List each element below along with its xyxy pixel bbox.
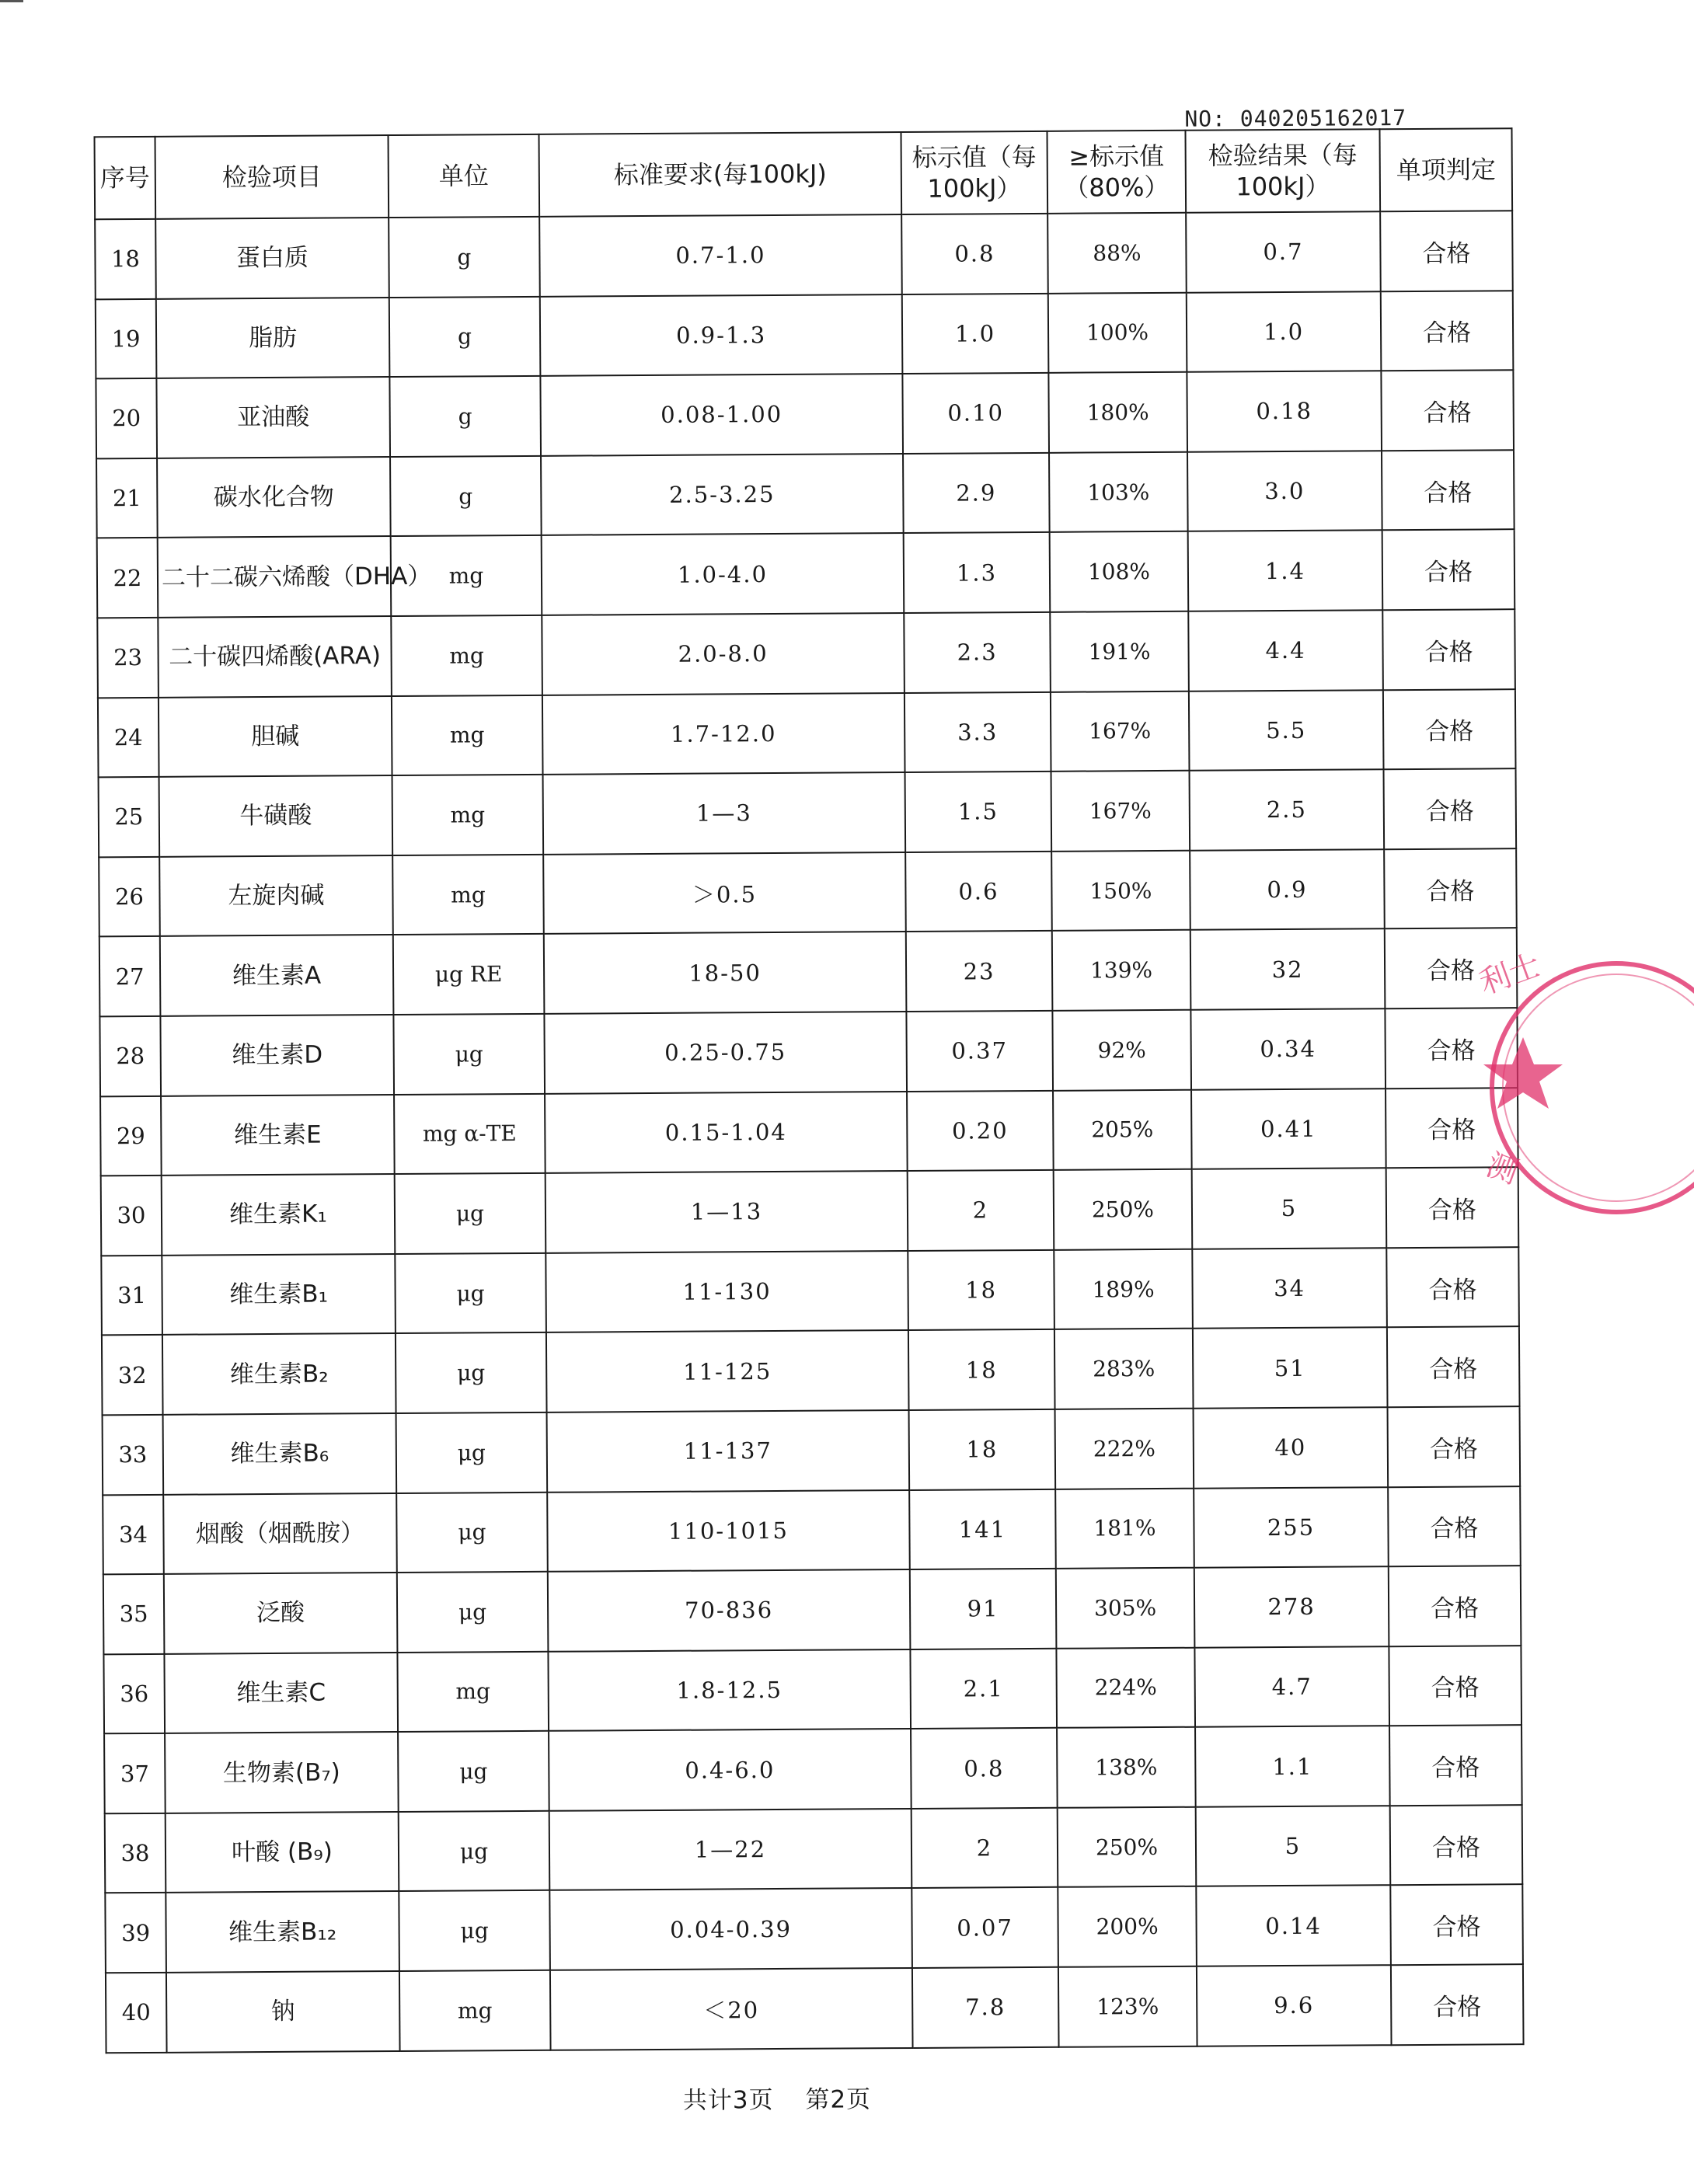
cell-standard: 0.15-1.04 [545, 1092, 908, 1173]
cell-standard: 1.8-12.5 [548, 1649, 911, 1731]
cell-item: 左旋肉碱 [159, 855, 393, 936]
cell-judgement: 合格 [1389, 1646, 1521, 1726]
cell-seq: 25 [99, 777, 160, 857]
cell-standard: ＞0.5 [543, 852, 906, 934]
cell-seq: 40 [106, 1973, 167, 2053]
cell-judgement: 合格 [1391, 1964, 1524, 2045]
cell-judgement: 合格 [1381, 370, 1514, 451]
seal-text-top: 利士 [1474, 946, 1546, 1002]
table-row [100, 1088, 1518, 1176]
cell-judgement: 合格 [1389, 1725, 1522, 1806]
cell-unit: g [389, 296, 541, 377]
cell-item: 蛋白质 [155, 218, 389, 298]
cell-item: 维生素B₁₂ [166, 1891, 399, 1972]
cell-result: 2.5 [1190, 769, 1385, 850]
cell-result: 1.4 [1188, 531, 1383, 611]
cell-result: 34 [1192, 1248, 1387, 1329]
table-row [103, 1646, 1521, 1734]
cell-result: 278 [1194, 1566, 1389, 1647]
cell-result: 0.14 [1196, 1886, 1391, 1966]
cell-unit: mg [392, 695, 543, 775]
cell-percent: 108% [1050, 531, 1189, 612]
cell-percent: 224% [1056, 1647, 1195, 1728]
cell-result: 3.0 [1187, 451, 1382, 531]
table-row [103, 1566, 1521, 1654]
cell-standard: 11-125 [546, 1330, 909, 1412]
cell-percent: 123% [1058, 1966, 1197, 2047]
cell-unit: g [390, 456, 542, 537]
table-row [96, 450, 1514, 538]
cell-judgement: 合格 [1388, 1486, 1521, 1567]
cell-seq: 21 [96, 458, 158, 538]
cell-result: 51 [1193, 1328, 1388, 1409]
cell-judgement: 合格 [1386, 1167, 1519, 1248]
cell-result: 255 [1194, 1487, 1389, 1568]
cell-seq: 33 [103, 1415, 164, 1495]
cell-percent: 150% [1051, 850, 1190, 931]
cell-unit: μg [398, 1731, 549, 1812]
cell-unit: μg [396, 1332, 547, 1413]
cell-item: 维生素B₂ [162, 1333, 396, 1414]
cell-item: 维生素A [160, 935, 394, 1015]
cell-judgement: 合格 [1384, 768, 1517, 849]
cell-label-value: 23 [906, 931, 1053, 1012]
table-row [96, 291, 1514, 379]
cell-label-value: 3.3 [905, 691, 1051, 772]
cell-result: 9.6 [1197, 1965, 1392, 2046]
cell-percent: 205% [1053, 1089, 1192, 1170]
cell-unit: mg [392, 775, 544, 855]
cell-result: 0.41 [1191, 1089, 1386, 1169]
cell-result: 4.7 [1194, 1646, 1389, 1727]
cell-percent: 305% [1056, 1568, 1195, 1649]
cell-unit: mg α-TE [394, 1093, 545, 1174]
cell-seq: 19 [96, 298, 157, 378]
cell-result: 4.4 [1188, 610, 1383, 691]
cell-standard: 18-50 [544, 932, 907, 1013]
cell-standard: 1—13 [545, 1171, 908, 1252]
cell-result: 5.5 [1189, 690, 1384, 771]
cell-item: 生物素(B₇) [165, 1732, 399, 1813]
cell-standard: 2.0-8.0 [542, 613, 905, 695]
cell-percent: 167% [1051, 691, 1190, 772]
cell-standard: 0.7-1.0 [539, 214, 902, 296]
cell-item: 亚油酸 [156, 377, 390, 458]
cell-percent: 181% [1055, 1488, 1194, 1569]
cell-standard: 0.08-1.00 [540, 374, 903, 455]
cell-seq: 24 [98, 697, 159, 777]
header-percent-label: ≥标示值（80%） [1047, 131, 1186, 214]
table-row [96, 370, 1514, 458]
cell-item: 二十二碳六烯酸（DHA） [158, 536, 392, 617]
cell-unit: μg [396, 1412, 548, 1493]
header-unit: 单位 [389, 134, 540, 218]
cell-label-value: 0.6 [905, 852, 1052, 932]
table-row [102, 1326, 1520, 1415]
cell-unit: g [389, 376, 541, 457]
cell-item: 二十碳四烯酸(ARA) [158, 616, 392, 697]
cell-label-value: 2.1 [910, 1649, 1057, 1729]
report-number: NO: 040205162017 [1184, 105, 1407, 132]
cell-percent: 100% [1048, 292, 1187, 373]
cell-item: 泛酸 [164, 1573, 398, 1653]
cell-percent: 88% [1047, 213, 1187, 294]
cell-seq: 30 [101, 1176, 162, 1256]
cell-label-value: 0.8 [901, 214, 1048, 294]
cell-result: 0.7 [1186, 211, 1381, 292]
cell-seq: 20 [96, 378, 157, 458]
cell-standard: 0.04-0.39 [549, 1888, 912, 1970]
cell-seq: 28 [99, 1016, 161, 1096]
cell-result: 32 [1190, 929, 1386, 1010]
cell-unit: μg [399, 1890, 550, 1971]
cell-label-value: 1.3 [904, 532, 1051, 613]
cell-standard: 1.0-4.0 [542, 533, 905, 615]
cell-seq: 22 [97, 538, 159, 618]
cell-percent: 92% [1052, 1010, 1191, 1091]
cell-standard: 0.9-1.3 [540, 294, 903, 376]
inspection-results-table [94, 127, 1525, 2053]
cell-percent: 139% [1052, 930, 1191, 1011]
cell-standard: 0.25-0.75 [544, 1012, 907, 1093]
cell-item: 胆碱 [159, 696, 392, 777]
cell-label-value: 18 [909, 1409, 1056, 1490]
cell-item: 维生素K₁ [162, 1174, 396, 1255]
cell-label-value: 2.3 [904, 612, 1051, 693]
cell-label-value: 18 [908, 1329, 1055, 1410]
table-row [97, 609, 1515, 698]
cell-seq: 39 [105, 1893, 166, 1973]
cell-unit: mg [391, 615, 542, 696]
cell-standard: 1.7-12.0 [542, 693, 905, 775]
cell-seq: 27 [99, 936, 161, 1016]
cell-item: 维生素B₆ [163, 1413, 397, 1494]
cell-item: 维生素B₁ [162, 1254, 396, 1335]
cell-judgement: 合格 [1387, 1326, 1520, 1407]
cell-standard: ＜20 [550, 1968, 913, 2050]
cell-label-value: 2 [908, 1170, 1054, 1251]
cell-seq: 23 [97, 618, 159, 698]
cell-unit: μg [399, 1811, 550, 1892]
cell-unit: μg [395, 1253, 546, 1334]
table-row [101, 1167, 1519, 1256]
table-row [105, 1805, 1523, 1893]
header-seq: 序号 [95, 137, 156, 219]
cell-judgement: 合格 [1382, 609, 1515, 690]
cell-judgement: 合格 [1386, 1088, 1518, 1169]
cell-label-value: 18 [908, 1250, 1054, 1331]
cell-label-value: 0.8 [911, 1728, 1058, 1809]
header-label-value: 标示值（每100kJ） [901, 131, 1047, 214]
cell-judgement: 合格 [1386, 1247, 1519, 1328]
cell-percent: 103% [1049, 452, 1188, 533]
cell-judgement: 合格 [1390, 1805, 1523, 1886]
header-result: 检验结果（每100kJ） [1185, 129, 1380, 213]
cell-standard: 11-137 [547, 1410, 910, 1492]
cell-seq: 36 [103, 1654, 165, 1734]
seal-text-bottom: 测 [1481, 1147, 1523, 1192]
cell-unit: mg [399, 1970, 551, 2051]
cell-result: 5 [1196, 1806, 1391, 1886]
cell-item: 脂肪 [156, 298, 390, 378]
cell-item: 钠 [166, 1971, 400, 2052]
cell-seq: 31 [101, 1256, 162, 1336]
table-row [103, 1406, 1521, 1495]
cell-standard: 1—22 [549, 1809, 912, 1890]
table-row [106, 1964, 1524, 2053]
table-row [98, 689, 1516, 778]
cell-judgement: 合格 [1385, 928, 1518, 1009]
cell-judgement: 合格 [1382, 450, 1514, 531]
cell-label-value: 0.37 [906, 1011, 1053, 1092]
cell-percent: 250% [1054, 1169, 1193, 1250]
cell-standard: 0.4-6.0 [549, 1729, 911, 1810]
table-row [99, 1008, 1518, 1096]
page-footer: 共计3页 第2页 [682, 2085, 872, 2115]
cell-result: 1.0 [1187, 291, 1382, 372]
cell-result: 1.1 [1195, 1726, 1390, 1806]
cell-result: 40 [1194, 1407, 1389, 1488]
cell-percent: 283% [1054, 1329, 1194, 1409]
cell-percent: 138% [1057, 1727, 1196, 1808]
header-standard: 标准要求(每100kJ) [539, 132, 901, 217]
cell-item: 碳水化合物 [157, 457, 391, 538]
cell-unit: g [389, 217, 540, 298]
cell-label-value: 7.8 [912, 1967, 1059, 2048]
cell-judgement: 合格 [1381, 291, 1514, 371]
cell-label-value: 91 [910, 1569, 1057, 1649]
cell-label-value: 1.0 [902, 293, 1049, 374]
cell-label-value: 2.9 [903, 453, 1050, 534]
cell-item: 叶酸 (B₉) [166, 1812, 399, 1893]
cell-percent: 191% [1050, 611, 1189, 692]
cell-percent: 189% [1054, 1249, 1193, 1329]
cell-seq: 32 [102, 1335, 163, 1415]
cell-unit: μg [395, 1173, 546, 1254]
cell-percent: 167% [1051, 771, 1190, 852]
cell-item: 牛磺酸 [159, 775, 393, 856]
cell-item: 维生素D [160, 1015, 394, 1095]
cell-item: 维生素E [161, 1095, 395, 1176]
cell-unit: mg [397, 1652, 549, 1733]
table-row [101, 1247, 1519, 1336]
cell-standard: 11-130 [545, 1251, 908, 1332]
table-row [99, 928, 1518, 1017]
cell-item: 维生素C [164, 1653, 398, 1733]
cell-label-value: 0.07 [911, 1887, 1058, 1968]
table-row [99, 768, 1517, 857]
cell-judgement: 合格 [1389, 1566, 1521, 1646]
table-row [105, 1885, 1523, 1973]
table-header-row [95, 128, 1513, 219]
cell-standard: 70-836 [548, 1569, 911, 1651]
cell-unit: μg [397, 1572, 549, 1653]
cell-standard: 1—3 [543, 772, 906, 854]
cell-label-value: 1.5 [905, 772, 1052, 852]
cell-standard: 110-1015 [547, 1489, 910, 1571]
cell-unit: μg [393, 1014, 545, 1095]
cell-unit: μg RE [393, 934, 545, 1015]
table-body [95, 211, 1523, 2053]
cell-judgement: 合格 [1383, 689, 1516, 770]
cell-result: 0.18 [1187, 371, 1382, 451]
table-row [97, 530, 1515, 618]
cell-unit: μg [396, 1492, 548, 1573]
cell-seq: 38 [105, 1813, 166, 1893]
cell-percent: 200% [1058, 1886, 1197, 1967]
cell-judgement: 合格 [1382, 530, 1515, 611]
cell-item: 烟酸（烟酰胺） [163, 1493, 397, 1574]
cell-judgement: 合格 [1380, 211, 1513, 291]
table-row [95, 211, 1513, 299]
cell-percent: 250% [1058, 1807, 1197, 1888]
cell-result: 5 [1192, 1168, 1387, 1249]
cell-seq: 18 [95, 219, 156, 299]
table-row [99, 848, 1517, 937]
cell-seq: 29 [100, 1095, 162, 1176]
cell-unit: mg [392, 855, 544, 935]
cell-standard: 2.5-3.25 [541, 454, 904, 535]
cell-label-value: 2 [911, 1808, 1058, 1889]
cell-unit: mg [391, 535, 542, 616]
cell-label-value: 0.20 [907, 1090, 1054, 1171]
cell-judgement: 合格 [1385, 1008, 1518, 1089]
cell-seq: 35 [103, 1574, 165, 1654]
header-item: 检验项目 [155, 135, 389, 219]
cell-percent: 222% [1055, 1409, 1194, 1489]
cell-label-value: 0.10 [902, 373, 1049, 454]
table-row [104, 1725, 1522, 1813]
cell-percent: 180% [1048, 372, 1187, 453]
cell-result: 0.9 [1190, 849, 1385, 930]
cell-judgement: 合格 [1390, 1885, 1523, 1966]
cell-judgement: 合格 [1384, 848, 1517, 929]
cell-seq: 34 [103, 1494, 164, 1574]
cell-seq: 26 [99, 857, 160, 937]
cell-seq: 37 [104, 1733, 166, 1813]
cell-result: 0.34 [1190, 1008, 1386, 1089]
table-row [103, 1486, 1521, 1575]
cell-judgement: 合格 [1388, 1406, 1521, 1487]
cell-label-value: 141 [909, 1489, 1056, 1569]
header-judgement: 单项判定 [1379, 128, 1512, 211]
